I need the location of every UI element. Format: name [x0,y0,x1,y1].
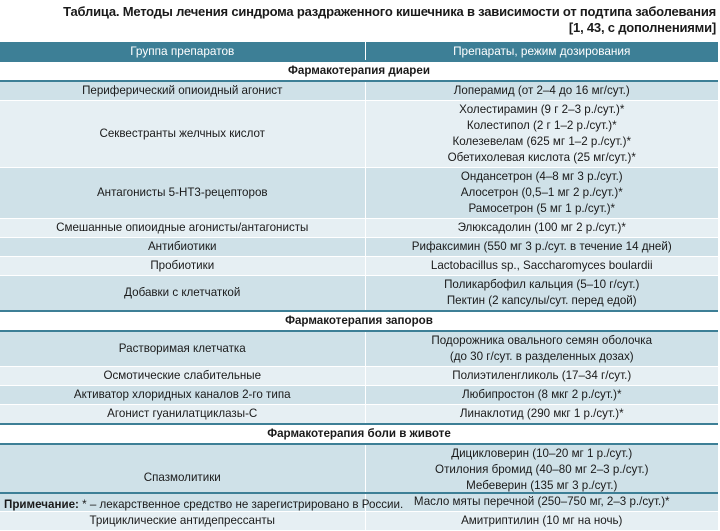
column-header-group: Группа препаратов [0,42,365,61]
drug-group-cell: Трициклические антидепрессанты [0,512,365,531]
drug-group-cell: Спазмолитики [0,444,365,512]
drug-dosage: Амитриптилин (10 мг на ночь) [461,514,623,527]
drug-dosage: Колестипол (2 г 1–2 р./сут.)* [466,119,617,132]
drug-dosage: Пектин (2 капсулы/сут. перед едой) [446,294,637,307]
drug-group-cell: Пробиотики [0,257,365,276]
drug-dosage: Отилония бромид (40–80 мг 2–3 р./сут.) [435,463,649,476]
table-row [0,238,718,257]
caption-line-1: Таблица. Методы лечения синдрома раздраженного кишечника в зависимости от подтипа заболевания [63,4,716,19]
drug-dosage: Холестирамин (9 г 2–3 р./сут.)* [459,103,625,116]
table-row [0,101,718,168]
drug-group-cell: Агонист гуанилатциклазы-С [0,405,365,425]
drug-dosage: Мебеверин (135 мг 3 р./сут.) [466,479,618,492]
drugs-cell [365,386,718,405]
section-header-row [0,424,718,444]
table-row [0,367,718,386]
caption-line-2: [1, 43, с дополнениями] [568,20,716,35]
drug-dosage: Лоперамид (от 2–4 до 16 мг/сут.) [453,84,630,97]
drug-dosage: Обетихолевая кислота (25 мг/сут.)* [447,151,636,164]
section-title: Фармакотерапия боли в животе [0,424,718,444]
drug-dosage: Lactobacillus sp., Saccharomyces boulardii [430,259,653,272]
section-header-row [0,311,718,331]
drug-group-cell: Периферический опиоидный агонист [0,81,365,101]
table-row [0,405,718,425]
drug-group-cell: Смешанные опиоидные агонисты/антагонисты [0,219,365,238]
table-row [0,276,718,312]
drugs-cell [365,81,718,101]
table-row [0,331,718,367]
drug-dosage: Дицикловерин (10–20 мг 1 р./сут.) [451,447,633,460]
section-header-row [0,61,718,81]
drug-group-cell: Добавки с клетчаткой [0,276,365,312]
table-row [0,219,718,238]
drugs-cell [365,168,718,219]
footnote-text: * – лекарственное средство не зарегистрировано в России. [78,498,404,511]
drug-dosage: Линаклотид (290 мкг 1 р./сут.)* [459,407,624,420]
drug-dosage: Подорожника овального семян оболочка [431,334,653,347]
drug-dosage: Рамосетрон (5 мг 1 р./сут.)* [468,202,616,215]
table-row [0,257,718,276]
drug-dosage: Полиэтиленгликоль (17–34 г/сут.) [452,369,632,382]
drug-group-cell: Осмотические слабительные [0,367,365,386]
section-title: Фармакотерапия диареи [0,61,718,81]
table-header-row [0,42,718,61]
drug-dosage: Любипростон (8 мкг 2 р./сут.)* [462,388,622,401]
drug-dosage: Поликарбофил кальция (5–10 г/сут.) [444,278,640,291]
table-row [0,81,718,101]
drug-dosage: Элюксадолин (100 мг 2 р./сут.)* [457,221,626,234]
drug-group-cell: Антагонисты 5-НТ3-рецепторов [0,168,365,219]
section-title: Фармакотерапия запоров [0,311,718,331]
drug-group-cell: Антибиотики [0,238,365,257]
drug-dosage: Рифаксимин (550 мг 3 р./сут. в течение 14 дней) [411,240,672,253]
drugs-cell [365,331,718,367]
drugs-cell [365,238,718,257]
table-row [0,168,718,219]
footnote [0,492,718,515]
drugs-cell [365,367,718,386]
treatment-table [0,42,718,531]
footnote-label: Примечание: [4,498,79,511]
drug-group-cell: Активатор хлоридных каналов 2-го типа [0,386,365,405]
table-body [0,61,718,531]
drugs-cell [365,101,718,168]
drug-dosage: Ондансетрон (4–8 мг 3 р./сут.) [460,170,623,183]
drug-dosage: (до 30 г/сут. в разделенных дозах) [449,350,634,363]
drug-dosage: Колезевелам (625 мг 1–2 р./сут.)* [452,135,632,148]
table-row [0,386,718,405]
drugs-cell [365,257,718,276]
drugs-cell [365,276,718,312]
drugs-cell [365,219,718,238]
drug-group-cell: Растворимая клетчатка [0,331,365,367]
drugs-cell [365,405,718,425]
drug-dosage: Алосетрон (0,5–1 мг 2 р./сут.)* [460,186,623,199]
drug-group-cell: Секвестранты желчных кислот [0,101,365,168]
drug-dosage: Масло мяты перечной (250–750 мг, 2–3 р./сут.)* [413,495,670,508]
table-caption [0,4,716,36]
column-header-drugs: Препараты, режим дозирования [365,42,718,61]
